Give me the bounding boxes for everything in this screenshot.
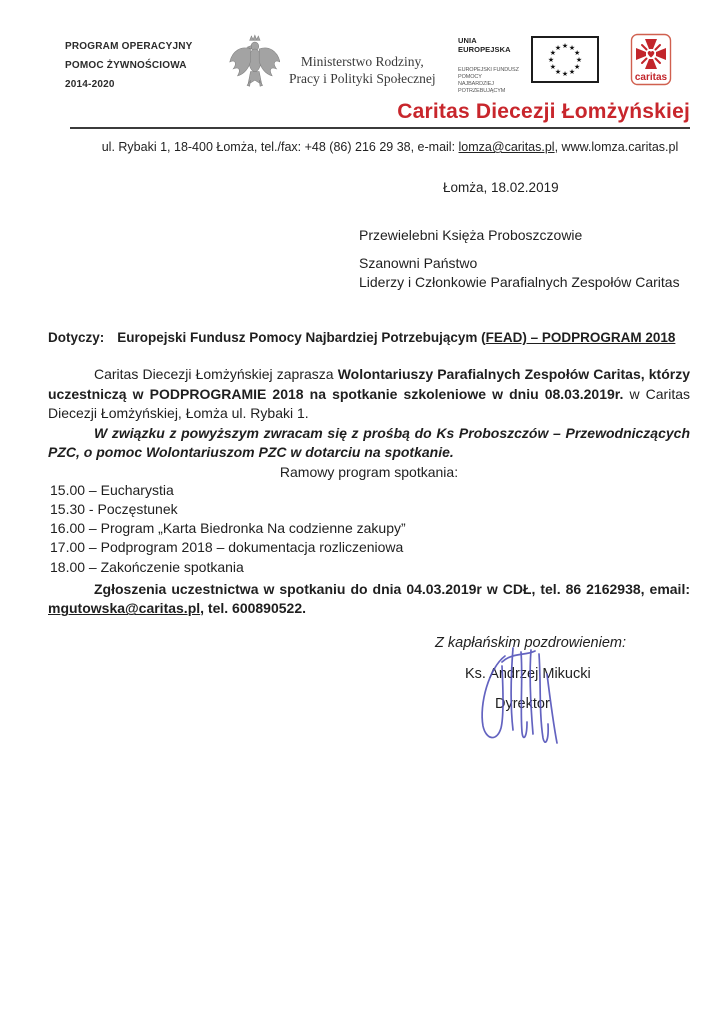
subject-text: Europejski Fundusz Pomocy Najbardziej Potrzebującym ( <box>117 330 486 345</box>
signer-name: Ks. Andrzej Mikucki <box>465 665 591 682</box>
svg-text:★: ★ <box>554 68 562 76</box>
program-item: 15.00 – Eucharystia <box>50 481 174 498</box>
svg-text:★: ★ <box>568 44 576 52</box>
caritas-logo-label: caritas <box>634 72 668 83</box>
program-line: 2014-2020 <box>65 79 115 90</box>
svg-text:★: ★ <box>573 63 581 71</box>
eu-flag-icon <box>531 36 599 95</box>
contact-line <box>48 140 690 154</box>
svg-text:★: ★ <box>573 49 581 57</box>
svg-text:★: ★ <box>561 42 569 50</box>
ministry-line: Pracy i Polityki Społecznej <box>289 70 436 86</box>
closing-block <box>435 635 690 712</box>
letterhead-logos <box>48 33 690 95</box>
program-item: 18.00 – Zakończenie spotkania <box>50 558 244 575</box>
ministry-block <box>228 33 436 96</box>
program-item: 15.30 - Poczęstunek <box>50 500 178 517</box>
program-heading: Ramowy program spotkania: <box>279 463 459 480</box>
program-line: POMOC ŻYWNOŚCIOWA <box>65 60 187 71</box>
paragraph-request: W związku z powyższym zwracam się z prośbą do Ks Proboszczów – Przewodniczących PZC, o pomoc Wolontariuszom PZC w dotarciu na spotkanie. <box>48 424 690 460</box>
registration-email: mgutowska@caritas.pl <box>48 600 201 617</box>
subject-line <box>48 330 690 345</box>
recipients-block <box>359 226 690 292</box>
paragraph-text: w Caritas Diecezji Łomżyńskiej, Łomża ul. Rybaki 1. <box>48 385 690 421</box>
place-date: Łomża, 18.02.2019 <box>443 180 559 195</box>
organization-title: Caritas Diecezji Łomżyńskiej <box>397 100 690 123</box>
svg-text:★: ★ <box>561 70 569 78</box>
recipient-line: Przewielebni Księża Proboszczowie <box>359 227 583 243</box>
caritas-logo <box>630 33 672 91</box>
program-line: PROGRAM OPERACYJNY <box>65 41 193 52</box>
signer-title: Dyrektor <box>495 695 550 712</box>
program-item: 16.00 – Program „Karta Biedronka Na codzienne zakupy” <box>50 520 406 537</box>
svg-text:★: ★ <box>549 63 557 71</box>
recipient-line: Liderzy i Członkowie Parafialnych Zespołów Caritas <box>359 274 680 290</box>
paragraph-invitation <box>48 365 690 424</box>
svg-text:★: ★ <box>568 68 576 76</box>
eu-block <box>458 36 599 95</box>
subject-label: Dotyczy: <box>48 330 105 345</box>
contact-text: , www.lomza.caritas.pl <box>554 140 679 154</box>
registration-text: , tel. 600890522. <box>200 600 307 617</box>
polish-eagle-icon <box>228 33 280 96</box>
contact-text: ul. Rybaki 1, 18-400 Łomża, tel./fax: +48 (86) 216 29 38, e-mail: <box>101 140 459 154</box>
ministry-line: Ministerstwo Rodziny, <box>300 53 424 69</box>
valediction: Z kapłańskim pozdrowieniem: <box>435 634 626 651</box>
svg-text:★: ★ <box>549 49 557 57</box>
eu-fund-name: EUROPEJSKI FUNDUSZ POMOCY NAJBARDZIEJ POTRZEBUJĄCYM <box>458 67 519 94</box>
paragraph-text: Caritas Diecezji Łomżyńskiej zaprasza <box>94 366 338 382</box>
program-list <box>50 481 690 577</box>
paragraph-registration <box>48 580 690 619</box>
program-operacyjny-block <box>65 37 193 94</box>
program-item: 17.00 – Podprogram 2018 – dokumentacja rozliczeniowa <box>50 539 404 556</box>
paragraph-bold-text: Wolontariuszy Parafialnych Zespołów Caritas, którzy uczestniczą w PODPROGRAMIE 2018 na spotkanie szkoleniowe w dniu 08.03.2019r. <box>48 366 690 402</box>
recipient-line: Szanowni Państwo <box>359 255 478 271</box>
contact-email: lomza@caritas.pl <box>458 140 555 154</box>
letterhead-divider <box>70 127 690 129</box>
subject-underlined: FEAD) – PODPROGRAM 2018 <box>485 330 676 345</box>
svg-text:★: ★ <box>554 44 562 52</box>
eu-name: UNIA EUROPEJSKA <box>458 36 511 54</box>
svg-text:★: ★ <box>575 56 583 64</box>
ministry-name <box>289 43 436 87</box>
registration-text: Zgłoszenia uczestnictwa w spotkaniu do dnia 04.03.2019r w CDŁ, tel. 86 2162938, email: <box>94 580 690 597</box>
svg-text:★: ★ <box>547 56 555 64</box>
